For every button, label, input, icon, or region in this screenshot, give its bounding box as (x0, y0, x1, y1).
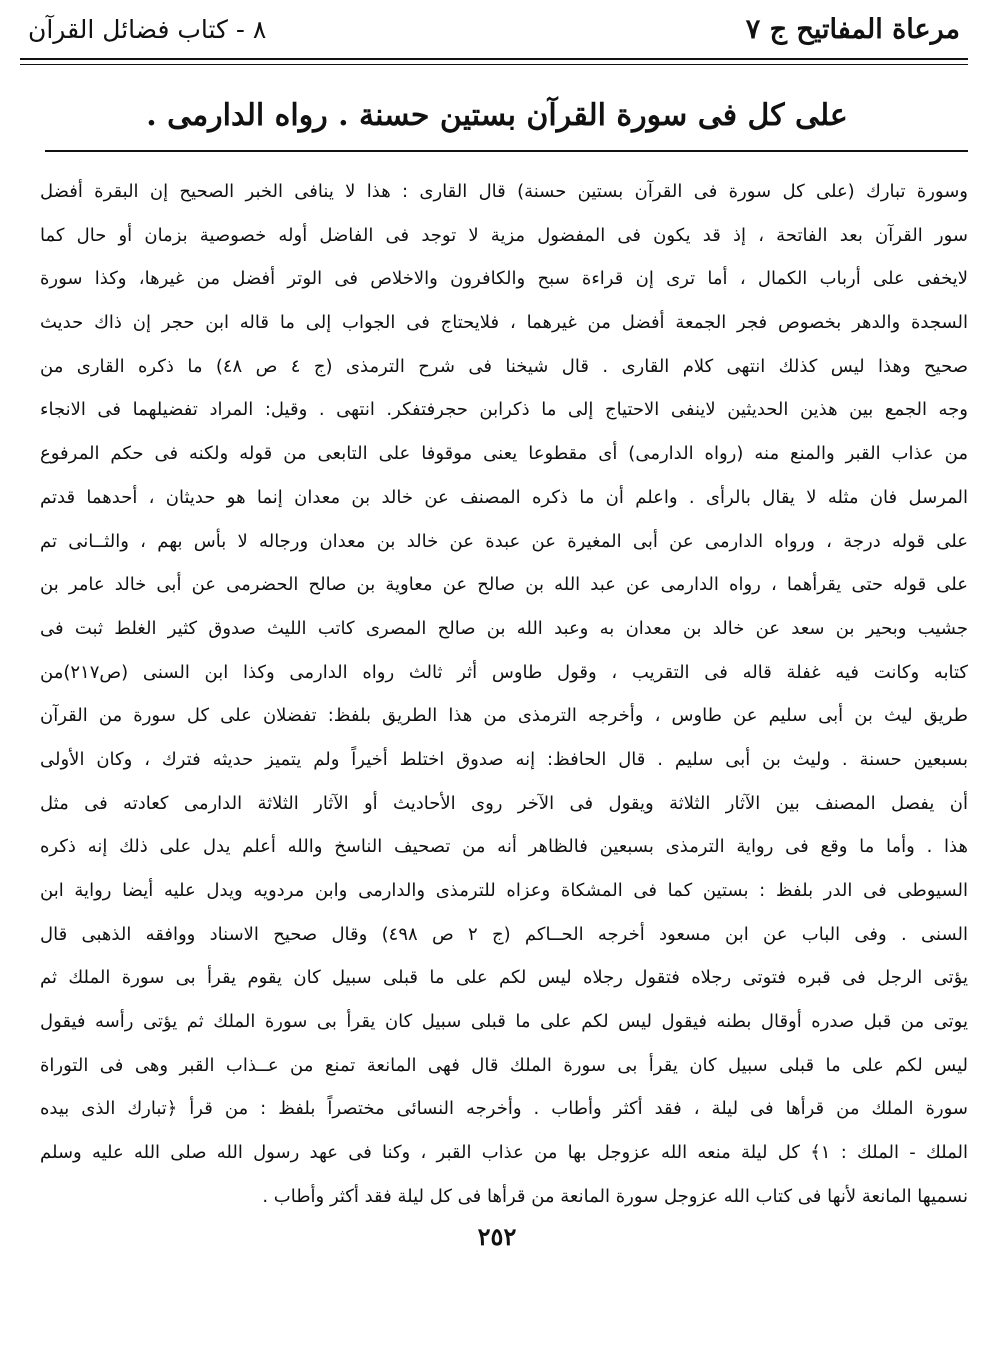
text-line: السيوطى فى الدر بلفظ : بستين كما فى المشكاة وعزاه للترمذى والدارمى وابن مردويه ويدل عليه أيضا رواية ابن (40, 880, 968, 901)
hadith-separator-rule (45, 150, 968, 152)
running-header (22, 8, 966, 54)
text-line: هذا . وأما ما وقع فى رواية الترمذى بسبعين فالظاهر أنه من تصحيف الناسخ والله أعلم يدل على ذلك إنه ذكره (40, 836, 968, 858)
text-line: طريق ليث بن أبى سليم عن طاوس ، وأخرجه الترمذى من هذا الطريق بلفظ: تفضلان على كل سورة من القرآن (40, 705, 968, 727)
hadith-text: على كل فى سورة القرآن بستين حسنة . رواه الدارمى . (146, 98, 848, 133)
text-line: على قوله حتى يقرأهما ، رواه الدارمى عن عبد الله بن صالح عن معاوية بن صالح الحضرمى عن أبى خالد عامر بن (40, 574, 968, 596)
chapter-title: ٨ - كتاب فضائل القرآن (28, 15, 267, 44)
text-line: ليس لكم على ما قبلى سبيل كان يقرأ بى سورة الملك قال فهى المانعة تمنع من عــذاب القبر وهى فى التوراة (40, 1054, 968, 1076)
commentary-body (40, 170, 968, 1219)
text-line: أن يفصل المصنف بين الآثار الثلاثة ويقول فى الآخر روى الأحاديث أو الآثار الثلاثة الدارمى كعادته فى مثل (40, 792, 968, 814)
text-line: بسبعين حسنة . وليث بن أبى سليم . قال الحافظ: إنه صدوق اختلط أخيراً ولم يتميز حديثه فترك ، وكان الأولى (40, 748, 968, 770)
text-line: يوتى من قبل صدره أوقال بطنه فيقول ليس لكم على ما قبلى سبيل كان يقرأ بى سورة الملك ثم يؤتى رأسه فيقول (40, 1011, 968, 1033)
text-line: كتابه وكانت فيه غفلة قاله فى التقريب ، وقول طاوس أثر ثالث رواه الدارمى وكذا ابن السنى (ص٢١٧)من (40, 661, 968, 683)
text-line: سور القرآن بعد الفاتحة ، إذ قد يكون فى المفضول مزية لا توجد فى الفاضل أوله خصوصية بزمان أو حال كما (40, 224, 968, 246)
text-line: نسميها المانعة لأنها فى كتاب الله عزوجل سورة المانعة من قرأها فى كل ليلة فقد أكثر وأطاب . (262, 1185, 968, 1207)
text-line: صحيح وهذا ليس كذلك انتهى كلام القارى . قال شيخنا فى شرح الترمذى (ج ٤ ص ٤٨) ما ذكره القارى من (40, 355, 968, 377)
text-line: السنى . وفى الباب عن ابن مسعود أخرجه الحــاكم (ج ٢ ص ٤٩٨) وقال صحيح الاسناد ووافقه الذهبى قال (40, 923, 968, 945)
text-line: من عذاب القبر والمنع منه (رواه الدارمى) أى مقطوعا يعنى موقوفا على التابعى من قوله ولكنه فى حكم المرفوع (40, 443, 968, 465)
book-title: مرعاة المفاتيح ج ٧ (745, 14, 960, 45)
text-line: وسورة تبارك (على كل سورة فى القرآن بستين حسنة) قال القارى : هذا لا ينافى الخبر الصحيح إن البقرة أفضل (40, 181, 968, 202)
header-rule (20, 58, 968, 65)
text-line: جشيب وبحير بن سعد عن خالد بن معدان به وعبد الله بن صالح المصرى كاتب الليث صدوق كثير الغلط ثبت فى (40, 617, 968, 639)
page-number: ٢٥٢ (477, 1222, 517, 1251)
text-line: المرسل فان مثله لا يقال بالرأى . واعلم أن ما ذكره المصنف عن خالد بن معدان إنما هو حديثان ، أحدهما قدتم (40, 486, 968, 508)
text-line: على قوله درجة ، ورواه الدارمى عن أبى المغيرة عن عبدة عن خالد بن معدان ورجاله لا بأس بهم ، والثــانى تم (40, 530, 968, 552)
text-line: وجه الجمع بين هذين الحديثين لاينفى الاحتياج إلى ما ذكرابن حجرفتفكر. انتهى . وقيل: المراد تفضيلهما فى الانجاء (40, 399, 968, 421)
text-line: يؤتى الرجل فى قبره فتوتى رجلاه فتقول رجلاه ليس لكم على ما قبلى سبيل كان يقوم يقرأ بى سورة الملك ثم (40, 967, 968, 989)
text-line: لايخفى على أرباب الكمال ، أما ترى إن قراءة سبح والكافرون والاخلاص فى الوتر أفضل من غيرها، وكذا سورة (40, 268, 968, 290)
text-line: السجدة والدهر بخصوص فجر الجمعة أفضل من غيرهما ، فلايحتاج فى الجواب إلى ما قاله ابن حجر إن ذاك حديث (40, 312, 968, 334)
text-line: سورة الملك من قرأها فى ليلة ، فقد أكثر وأطاب . وأخرجه النسائى مختصراً بلفظ : من قرأ ﴿تبارك الذى بيده (40, 1098, 968, 1120)
text-line: الملك - الملك : ١﴾ كل ليلة منعه الله عزوجل بها من عذاب القبر ، وكنا فى عهد رسول الله صلى الله عليه وسلم (40, 1142, 968, 1164)
